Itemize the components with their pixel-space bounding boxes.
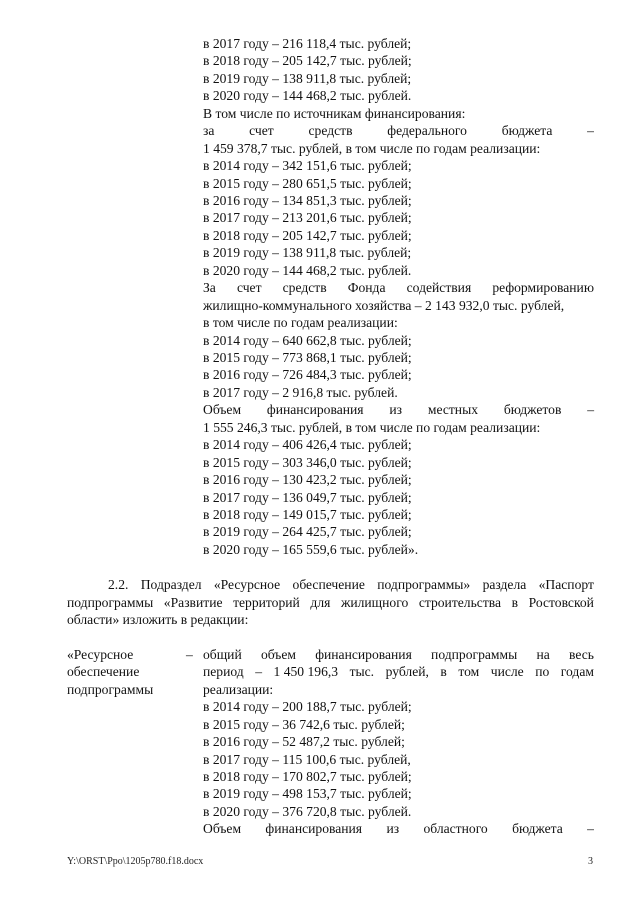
word: общий — [203, 647, 242, 662]
resource-regional-line — [203, 820, 594, 837]
word: на — [536, 647, 550, 662]
word: объем — [260, 647, 296, 662]
word: 2.2. — [108, 577, 129, 592]
word: 1 450 196,3 — [273, 664, 339, 679]
resource-second-line — [203, 663, 594, 680]
resource-dash: – — [186, 647, 193, 662]
block1-line: в 2020 году – 144 468,2 тыс. рублей. — [203, 88, 412, 103]
word: – — [587, 123, 594, 138]
word: Объем — [203, 402, 242, 417]
fund-intro-line — [203, 279, 594, 296]
word: Подраздел — [140, 577, 202, 592]
local-year-line: в 2016 году – 130 423,2 тыс. рублей; — [203, 472, 412, 487]
federal-intro-line — [203, 122, 594, 139]
word: из — [386, 821, 400, 836]
resource-year-line: в 2018 году – 170 802,7 тыс. рублей; — [203, 769, 412, 784]
word: средств — [282, 280, 327, 295]
word: рублей, — [385, 664, 429, 679]
local-year-line: в 2014 году – 406 426,4 тыс. рублей; — [203, 437, 412, 452]
section22-line1 — [108, 576, 594, 593]
footer-file-path: Y:\ORST\Ppo\1205p780.f18.docx — [67, 856, 204, 867]
word: – — [587, 402, 594, 417]
resource-year-line: в 2016 году – 52 487,2 тыс. рублей; — [203, 734, 405, 749]
page-number: 3 — [588, 856, 593, 867]
local-year-line: в 2020 году – 165 559,6 тыс. рублей». — [203, 542, 419, 557]
federal-year-line: в 2015 году – 280 651,5 тыс. рублей; — [203, 176, 412, 191]
word: за — [203, 123, 215, 138]
word: тыс. — [349, 664, 375, 679]
fund-line: в том числе по годам реализации: — [203, 315, 398, 330]
word: подпрограммы» — [377, 577, 471, 592]
word: счет — [249, 123, 274, 138]
word: – — [587, 821, 594, 836]
word: том — [458, 664, 480, 679]
word: территорий — [233, 595, 300, 610]
federal-year-line: в 2019 году – 138 911,8 тыс. рублей; — [203, 245, 412, 260]
word: содействия — [406, 280, 472, 295]
federal-year-line: в 2018 году – 205 142,7 тыс. рублей; — [203, 228, 412, 243]
word: бюджета — [512, 821, 563, 836]
word: для — [310, 595, 331, 610]
section22-line3: области» изложить в редакции: — [67, 612, 249, 627]
resource-year-line: в 2020 году – 376 720,8 тыс. рублей. — [203, 804, 412, 819]
word: счет — [236, 280, 262, 295]
federal-year-line: в 2020 году – 144 468,2 тыс. рублей. — [203, 263, 412, 278]
federal-year-line: в 2016 году – 134 851,3 тыс. рублей; — [203, 193, 412, 208]
local-total-line: 1 555 246,3 тыс. рублей, в том числе по годам реализации: — [203, 420, 541, 435]
word: – — [255, 664, 262, 679]
fund-line: жилищно-коммунального хозяйства – 2 143 932,0 тыс. рублей, — [203, 298, 565, 313]
resource-year-line: в 2017 году – 115 100,6 тыс. рублей, — [203, 752, 411, 767]
block1-line: В том числе по источникам финансирования: — [203, 106, 466, 121]
word: обеспечение — [292, 577, 365, 592]
word: финансирования — [315, 647, 412, 662]
word: Фонда — [347, 280, 386, 295]
word: Ростовской — [528, 595, 594, 610]
fund-year-line: в 2016 году – 726 484,3 тыс. рублей; — [203, 367, 412, 382]
resource-year-line: в 2014 году – 200 188,7 тыс. рублей; — [203, 699, 412, 714]
local-year-line: в 2015 году – 303 346,0 тыс. рублей; — [203, 455, 412, 470]
word: из — [389, 402, 403, 417]
resource-third-line: реализации: — [203, 682, 274, 697]
word: весь — [568, 647, 594, 662]
word: За — [203, 280, 216, 295]
word: бюджетов — [503, 402, 562, 417]
resource-year-line: в 2015 году – 36 742,6 тыс. рублей; — [203, 717, 405, 732]
block1-line: в 2018 году – 205 142,7 тыс. рублей; — [203, 53, 412, 68]
word: федерального — [387, 123, 467, 138]
federal-year-line: в 2017 году – 213 201,6 тыс. рублей; — [203, 210, 412, 225]
word: реформированию — [492, 280, 594, 295]
word: финансирования — [266, 402, 364, 417]
word: годам — [560, 664, 594, 679]
word: «Развитие — [163, 595, 223, 610]
word: «Ресурсное — [213, 577, 281, 592]
word: финансирования — [265, 821, 363, 836]
word: подпрограммы — [431, 647, 518, 662]
word: период — [203, 664, 244, 679]
section22-line2 — [67, 594, 594, 611]
local-year-line: в 2017 году – 136 049,7 тыс. рублей; — [203, 490, 412, 505]
word: раздела — [482, 577, 527, 592]
block1-line: в 2019 году – 138 911,8 тыс. рублей; — [203, 71, 412, 86]
resource-first-line — [203, 646, 594, 663]
word: числе — [490, 664, 524, 679]
word: средств — [308, 123, 353, 138]
word: по — [535, 664, 550, 679]
resource-label: обеспечение — [67, 664, 140, 679]
word: местных — [427, 402, 479, 417]
word: жилищного — [340, 595, 409, 610]
fund-year-line: в 2014 году – 640 662,8 тыс. рублей; — [203, 333, 412, 348]
fund-year-line: в 2017 году – 2 916,8 тыс. рублей. — [203, 385, 398, 400]
word: областного — [423, 821, 488, 836]
federal-total-line: 1 459 378,7 тыс. рублей, в том числе по годам реализации: — [203, 141, 541, 156]
word: подпрограммы — [67, 595, 154, 610]
local-intro-line — [203, 401, 594, 418]
block1-line: в 2017 году – 216 118,4 тыс. рублей; — [203, 36, 412, 51]
federal-year-line: в 2014 году – 342 151,6 тыс. рублей; — [203, 158, 412, 173]
word: в — [511, 595, 519, 610]
resource-label: «Ресурсное — [67, 647, 134, 662]
local-year-line: в 2018 году – 149 015,7 тыс. рублей; — [203, 507, 412, 522]
word: бюджета — [501, 123, 553, 138]
local-year-line: в 2019 году – 264 425,7 тыс. рублей; — [203, 524, 412, 539]
word: строительства — [418, 595, 502, 610]
fund-year-line: в 2015 году – 773 868,1 тыс. рублей; — [203, 350, 412, 365]
word: «Паспорт — [538, 577, 594, 592]
resource-year-line: в 2019 году – 498 153,7 тыс. рублей; — [203, 786, 412, 801]
word: Объем — [203, 821, 242, 836]
word: в — [440, 664, 447, 679]
resource-label: подпрограммы — [67, 682, 154, 697]
